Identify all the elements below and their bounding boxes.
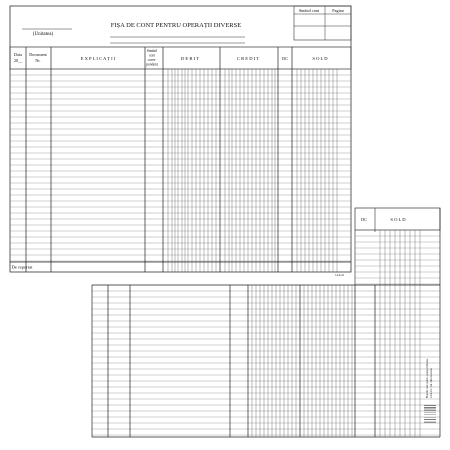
carry-forward-label: De reportat [11,264,33,270]
front-sheet [10,6,351,277]
col-symbol-line1: Simbol [146,49,158,53]
side-caption-2: 14-6-22 / A4 / Rectroverso [430,368,433,398]
col-debit-header: D E B I T [180,56,200,61]
col-dc-header: DC [282,56,288,61]
page-number-label: Pagina [332,8,344,13]
col-symbol-line3: cores- [147,58,157,62]
col-document-header: Document [29,52,47,57]
barcode-graphic [424,405,436,422]
col-explanations-header: E X P L I C A Ț I I [80,56,116,61]
unit-label: (Unitatea) [32,32,54,37]
barcode-bar [424,405,436,406]
back-dc-header: DC [361,217,367,222]
barcode-bar [424,419,436,420]
back-sold-header: S O L D [390,217,406,222]
sheet-title: FIȘA DE CONT PENTRU OPERAȚII DIVERSE [110,22,242,29]
barcode-bar [424,410,436,411]
barcode-bar [424,422,436,423]
col-sold-header: S O L D [312,56,328,61]
col-document-no: Nr. [35,58,41,63]
col-credit-header: C R E D I T [236,56,260,61]
form-footnote: 14-6-22 [335,274,344,277]
col-symbol-line4: pondent [146,62,158,67]
col-date-header: Data [14,52,22,57]
col-symbol-line2: cont [148,53,156,58]
col-date-year: 20__ [13,58,23,63]
symbol-account-label: Simbol cont [298,8,320,13]
side-caption-1: Fișă de cont pentru operații diverse [426,358,429,398]
barcode-bar [424,407,436,408]
